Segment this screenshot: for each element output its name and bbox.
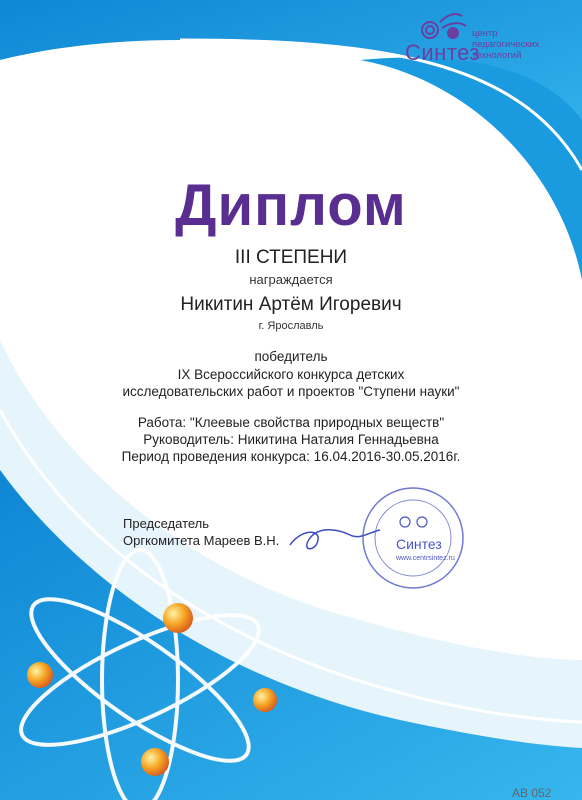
chairman-title: Председатель — [123, 516, 210, 531]
work-title: Работа: "Клеевые свойства природных веществ" — [137, 415, 445, 430]
recipient-city: г. Ярославль — [258, 320, 324, 332]
stripe-title: Ступени науки — [369, 135, 503, 247]
contest-line: IX Всероссийского конкурса детских — [177, 367, 405, 382]
stamp-name: Синтез — [396, 536, 442, 552]
chairman-block — [123, 515, 279, 549]
awarded-text: награждается — [249, 272, 333, 287]
logo-subtitle — [472, 28, 582, 61]
diploma-title: Диплом — [175, 173, 407, 238]
diploma-degree: III СТЕПЕНИ — [234, 247, 348, 268]
supervisor: Руководитель: Никитина Наталия Геннадьевна — [143, 432, 439, 447]
contest-line: исследовательских работ и проектов "Ступени науки" — [122, 384, 460, 399]
chairman-name: Оргкомитета Мареев В.Н. — [123, 533, 280, 548]
stamp-url: www.centrsintez.ru — [396, 555, 455, 562]
signature-scribble — [290, 530, 380, 549]
work-details — [0, 414, 582, 465]
logo-subtitle-line: технологий — [472, 50, 522, 61]
contest-period: Период проведения конкурса: 16.04.2016-30.05.2016г. — [121, 449, 461, 464]
logo-subtitle-line: центр — [472, 28, 498, 39]
serial-number: АВ 052 — [512, 786, 552, 800]
logo-subtitle-line: педагогических — [472, 39, 540, 50]
winner-label: победитель — [254, 349, 328, 364]
contest-description — [0, 366, 582, 400]
logo-name: Синтез — [405, 40, 480, 65]
recipient-name: Никитин Артём Игоревич — [180, 294, 402, 315]
